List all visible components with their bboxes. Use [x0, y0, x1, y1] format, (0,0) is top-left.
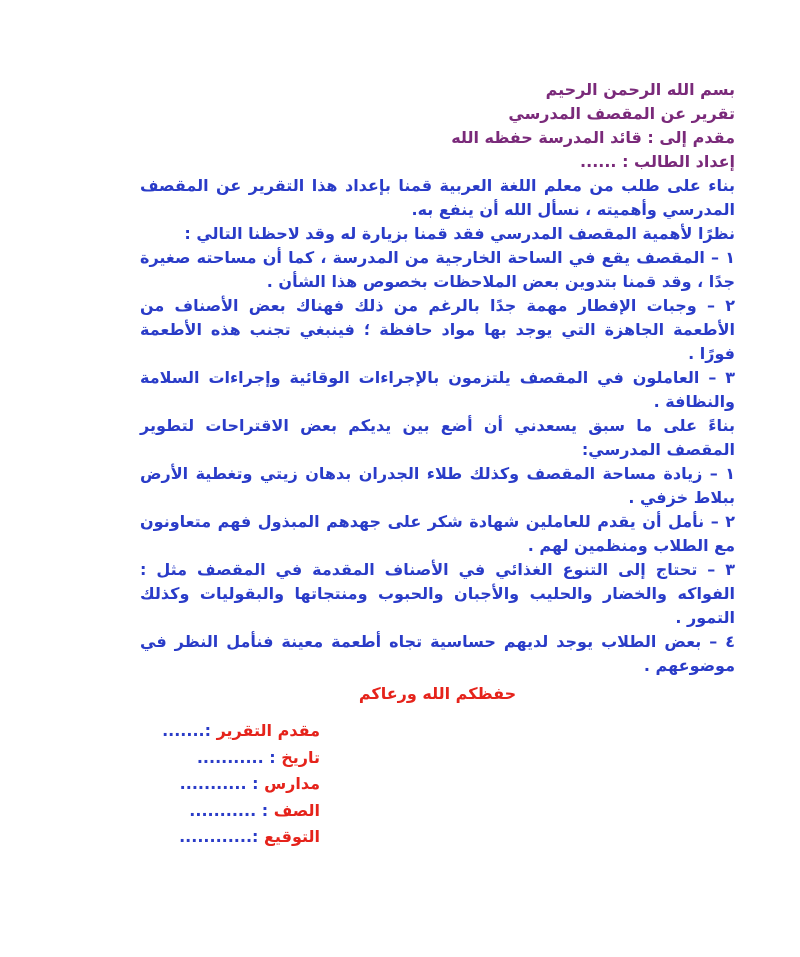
class-value: : ...........	[189, 800, 274, 820]
signature-block	[140, 718, 320, 851]
presenter-value: :.......	[162, 721, 217, 740]
class-row	[140, 798, 320, 825]
suggestions-intro: بناءً على ما سبق يسعدني أن أضع بين يديكم بعض الاقتراحات لتطوير المقصف المدرسي:	[140, 416, 735, 459]
report-title: تقرير عن المقصف المدرسي	[508, 104, 735, 123]
school-label: مدارس	[264, 774, 320, 793]
report-page	[140, 78, 735, 722]
observation-item: ١ – المقصف يقع في الساحة الخارجية من المدرسة ، كما أن مساحته صغيرة جدًا ، وقد قمنا بتدوين بعض الملاحظات بخصوص هذا الشأن .	[140, 248, 735, 291]
intro-paragraph: بناء على طلب من معلم اللغة العربية قمنا بإعداد هذا التقرير عن المقصف المدرسي وأهميته ، نسأل الله أن ينفع به.	[140, 176, 735, 219]
sign-label: التوقيع	[264, 827, 320, 846]
observation-item: ٣ – العاملون في المقصف يلتزمون بالإجراءات الوقائية وإجراءات السلامة والنظافة .	[140, 368, 735, 411]
date-value: : ...........	[196, 747, 282, 767]
suggestion-item: ٢ – نأمل أن يقدم للعاملين شهادة شكر على جهدهم المبذول فهم متعاونون مع الطلاب ومنظمين لهم .	[140, 512, 735, 555]
class-label: الصف	[273, 800, 320, 820]
basmala: بسم الله الرحمن الرحيم	[545, 80, 735, 99]
date-label: تاريخ	[281, 747, 320, 767]
closing-line: حفظكم الله ورعاكم	[358, 684, 517, 703]
observation-item: ٢ – وجبات الإفطار مهمة جدًا بالرغم من ذلك فهناك بعض الأصناف من الأطعمة الجاهزة التي يوجد بها مواد حافظة ؛ فينبغي تجنب هذه الأطعمة فورًا .	[140, 296, 735, 363]
suggestion-item: ٣ – تحتاج إلى التنوع الغذائي في الأصناف المقدمة في المقصف مثل : الفواكه والخضار والحليب والأجبان والحبوب ومنتجاتها والبقوليات وكذلك التمور .	[140, 560, 735, 627]
school-value: : ...........	[179, 774, 265, 793]
addressed-to: مقدم إلى : قائد المدرسة حفظه الله	[451, 128, 735, 147]
school-row	[140, 771, 320, 798]
date-row	[140, 745, 320, 772]
prepared-by: إعداد الطالب : ......	[580, 152, 735, 171]
presenter-row	[140, 718, 320, 745]
sign-row	[140, 824, 320, 851]
observations-intro: نظرًا لأهمية المقصف المدرسي فقد قمنا بزيارة له وقد لاحظنا التالي :	[184, 224, 735, 243]
suggestion-item: ٤ – بعض الطلاب يوجد لديهم حساسية تجاه أطعمة معينة فنأمل النظر في موضوعهم .	[140, 632, 735, 675]
presenter-label: مقدم التقرير	[216, 721, 320, 740]
suggestion-item: ١ – زيادة مساحة المقصف وكذلك طلاء الجدران بدهان زيتي وتغطية الأرض ببلاط خزفي .	[140, 464, 735, 507]
sign-value: :............	[179, 827, 264, 846]
